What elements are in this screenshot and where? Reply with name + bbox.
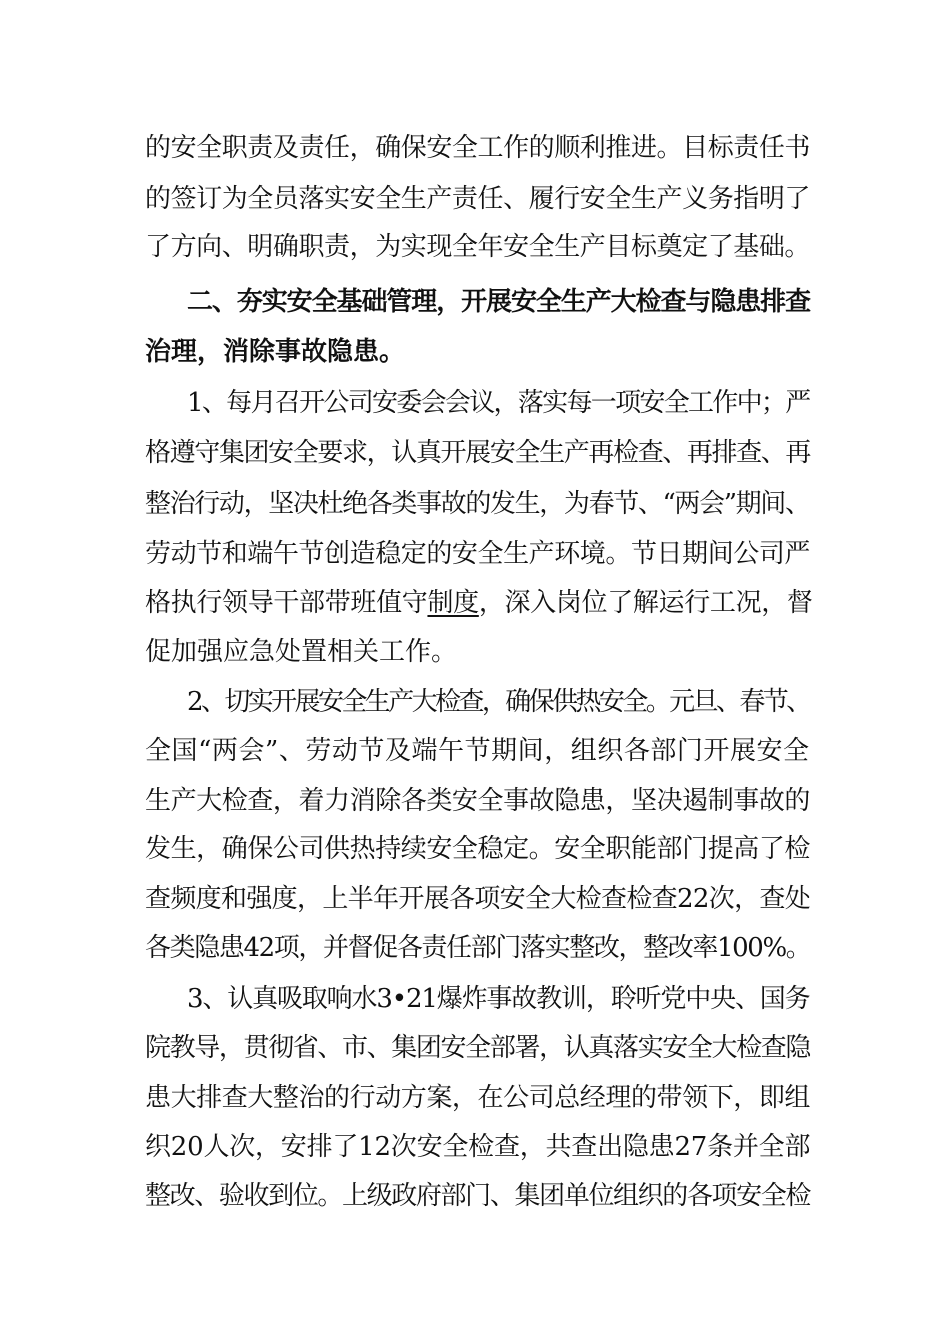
paragraph-2-start: 2、切实开展安全生产大检查，确保供热安全。元旦、春节、 xyxy=(187,687,810,717)
section-heading-continuation: 治理，消除事故隐患。 xyxy=(145,337,406,367)
body-text-line: 格遵守集团安全要求，认真开展安全生产再检查、再排查、再 xyxy=(145,438,811,468)
body-text-line: 了方向、明确职责，为实现全年安全生产目标奠定了基础。 xyxy=(145,232,811,262)
body-text-line xyxy=(145,583,813,623)
body-text-line: 的安全职责及责任，确保安全工作的顺利推进。目标责任书 xyxy=(145,133,811,163)
text-segment: ，深入岗位了解运行工况，督 xyxy=(478,588,813,618)
paragraph-1-start: 1、每月召开公司安委会会议，落实每一项安全工作中；严 xyxy=(187,388,810,418)
body-text-line: 查频度和强度，上半年开展各项安全大检查检查22次，查处 xyxy=(145,884,811,914)
body-text-line: 全国“两会”、劳动节及端午节期间，组织各部门开展安全 xyxy=(145,736,810,766)
body-text-line: 的签订为全员落实安全生产责任、履行安全生产义务指明了 xyxy=(145,184,811,214)
body-text-line: 织20人次，安排了12次安全检查，共查出隐患27条并全部 xyxy=(145,1132,811,1162)
body-text-line: 劳动节和端午节创造稳定的安全生产环境。节日期间公司严 xyxy=(145,539,811,569)
body-text-line: 发生，确保公司供热持续安全稳定。安全职能部门提高了检 xyxy=(145,834,811,864)
section-heading: 二、夯实安全基础管理，开展安全生产大检查与隐患排查 xyxy=(187,287,811,317)
paragraph-3-start: 3、认真吸取响水3•21爆炸事故教训，聆听党中央、国务 xyxy=(187,984,810,1014)
body-text-line: 各类隐患42项，并督促各责任部门落实整改，整改率100%。 xyxy=(145,933,811,963)
body-text-line: 整改、验收到位。上级政府部门、集团单位组织的各项安全检 xyxy=(145,1181,811,1211)
body-text-line: 院教导，贯彻省、市、集团安全部署，认真落实安全大检查隐 xyxy=(145,1033,811,1063)
body-text-line: 患大排查大整治的行动方案，在公司总经理的带领下，即组 xyxy=(145,1083,811,1113)
body-text-line: 整治行动，坚决杜绝各类事故的发生，为春节、“两会”期间、 xyxy=(145,489,810,519)
text-segment: 格执行领导干部带班值守 xyxy=(145,588,428,618)
underlined-term: 制度 xyxy=(427,588,479,618)
body-text-line: 生产大检查，着力消除各类安全事故隐患，坚决遏制事故的 xyxy=(145,786,811,816)
body-text-line: 促加强应急处置相关工作。 xyxy=(145,637,458,667)
